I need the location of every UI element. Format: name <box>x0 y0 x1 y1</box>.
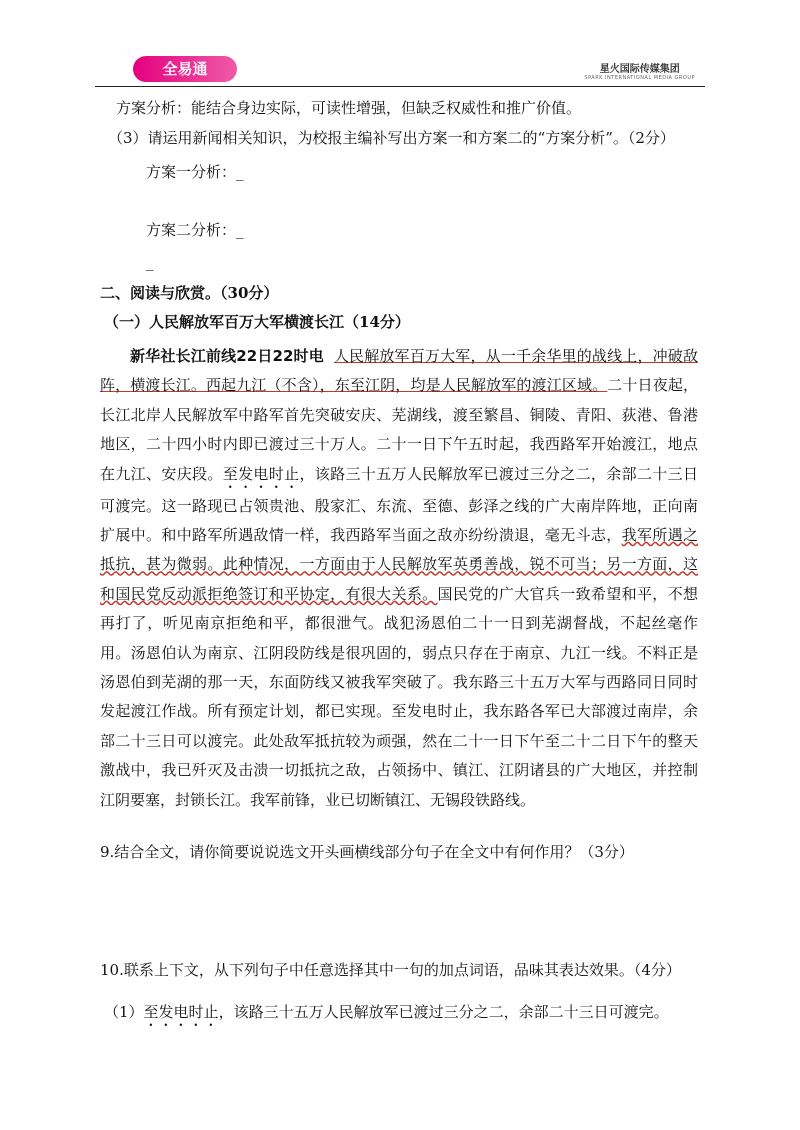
article-text-1: 二十日夜起，长江北岸人民解放军中路军首先突破安庆、芜湖线，渡至繁昌、铜陵、青阳、荻港、鲁港地区，二十四小时内即已渡过三十万人。二十一日下午五时起，我西路军开始渡江，地点在九江、安庆段。 <box>100 376 698 483</box>
question-9: 9.结合全文，请你简要说说选文开头画横线部分句子在全文中有何作用？（3分） <box>100 843 634 861</box>
article-dateline: 新华社长江前线22日22时电 <box>130 347 324 365</box>
page-header <box>95 56 705 88</box>
header-rule <box>95 86 705 87</box>
plan2-analysis-label: 方案二分析：_ <box>146 221 244 239</box>
article-text-3: 国民党的广大官兵一致希望和平，不想再打了，听见南京拒绝和平，都很泄气。战犯汤恩伯二十一日到芜湖督战，不起丝毫作用。汤恩伯认为南京、江阴段防线是很巩固的，弱点只存在于南京、九江一线。不料正是汤恩伯到芜湖的那一天，东面防线又被我军突破了。我东路三十五万大军与西路同日同时发起渡江作战。所有预定计划，都已实现。至发电时止，我东路各军已大部渡过南岸，余部二十三日可以渡完。此处敌军抵抗较为顽强，然在二十一日下午至二十二日下午的整天激战中，我已歼灭及击溃一切抵抗之敌，占领扬中、镇江、江阴诸县的广大地区，并控制江阴要塞，封锁长江。我军前锋，业已切断镇江、无锡段铁路线。 <box>100 584 698 809</box>
item-1-dotted-words: 至发电时止 <box>143 1003 219 1021</box>
answer-blank: _ <box>146 253 154 271</box>
news-article <box>100 342 698 815</box>
item-1-rest: ，该路三十五万人民解放军已渡过三分之二，余部二十三日可渡完。 <box>218 1003 669 1021</box>
dotted-phrase: 至发电时止 <box>222 464 300 483</box>
question-3-prompt: （3）请运用新闻相关知识，为校报主编补写出方案一和方案二的“方案分析”。（2分） <box>108 129 675 147</box>
question-10-item-1 <box>104 1002 669 1030</box>
article-text-2: ，该路三十五万人民解放军已渡过三分之二，余部二十三日可渡完。这一路现已占领贵池、殷家汇、东流、至德、彭泽之线的广大南岸阵地，正向南扩展中。和中路军所遇敌情一样，我西路军当面之敌亦纷纷溃退，毫无斗志， <box>100 464 698 545</box>
publisher-subtitle: SPARK INTERNATIONAL MEDIA GROUP <box>584 75 695 81</box>
brand-logo: 全易通 <box>133 56 237 82</box>
wavy-underlined-text: 我军所遇之抵抗，甚为微弱。此种情况，一方面由于人民解放军英勇善战，锐不可当；另一方面，这和国民党反动派拒绝签订和平协定，有很大关系。 <box>100 526 698 603</box>
section-2-title: 二、阅读与欣赏。（30分） <box>100 284 279 302</box>
plan-analysis-line: 方案分析：能结合身边实际，可读性增强，但缺乏权威性和推广价值。 <box>116 99 582 117</box>
item-1-prefix: （1） <box>104 1003 144 1021</box>
passage-title: （一）人民解放军百万大军横渡长江（14分） <box>104 313 410 331</box>
publisher-name <box>584 60 695 81</box>
question-10: 10.联系上下文，从下列句子中任意选择其中一句的加点词语，品味其表达效果。（4分） <box>100 961 681 979</box>
publisher-name-text: 星火国际传媒集团 <box>599 64 680 75</box>
plan1-analysis-label: 方案一分析：_ <box>146 163 244 181</box>
underlined-lead: 人民解放军百万大军，从一千余华里的战线上，冲破敌阵，横渡长江。西起九江（不含），东至江阴，均是人民解放军的渡江区域。 <box>100 347 698 395</box>
